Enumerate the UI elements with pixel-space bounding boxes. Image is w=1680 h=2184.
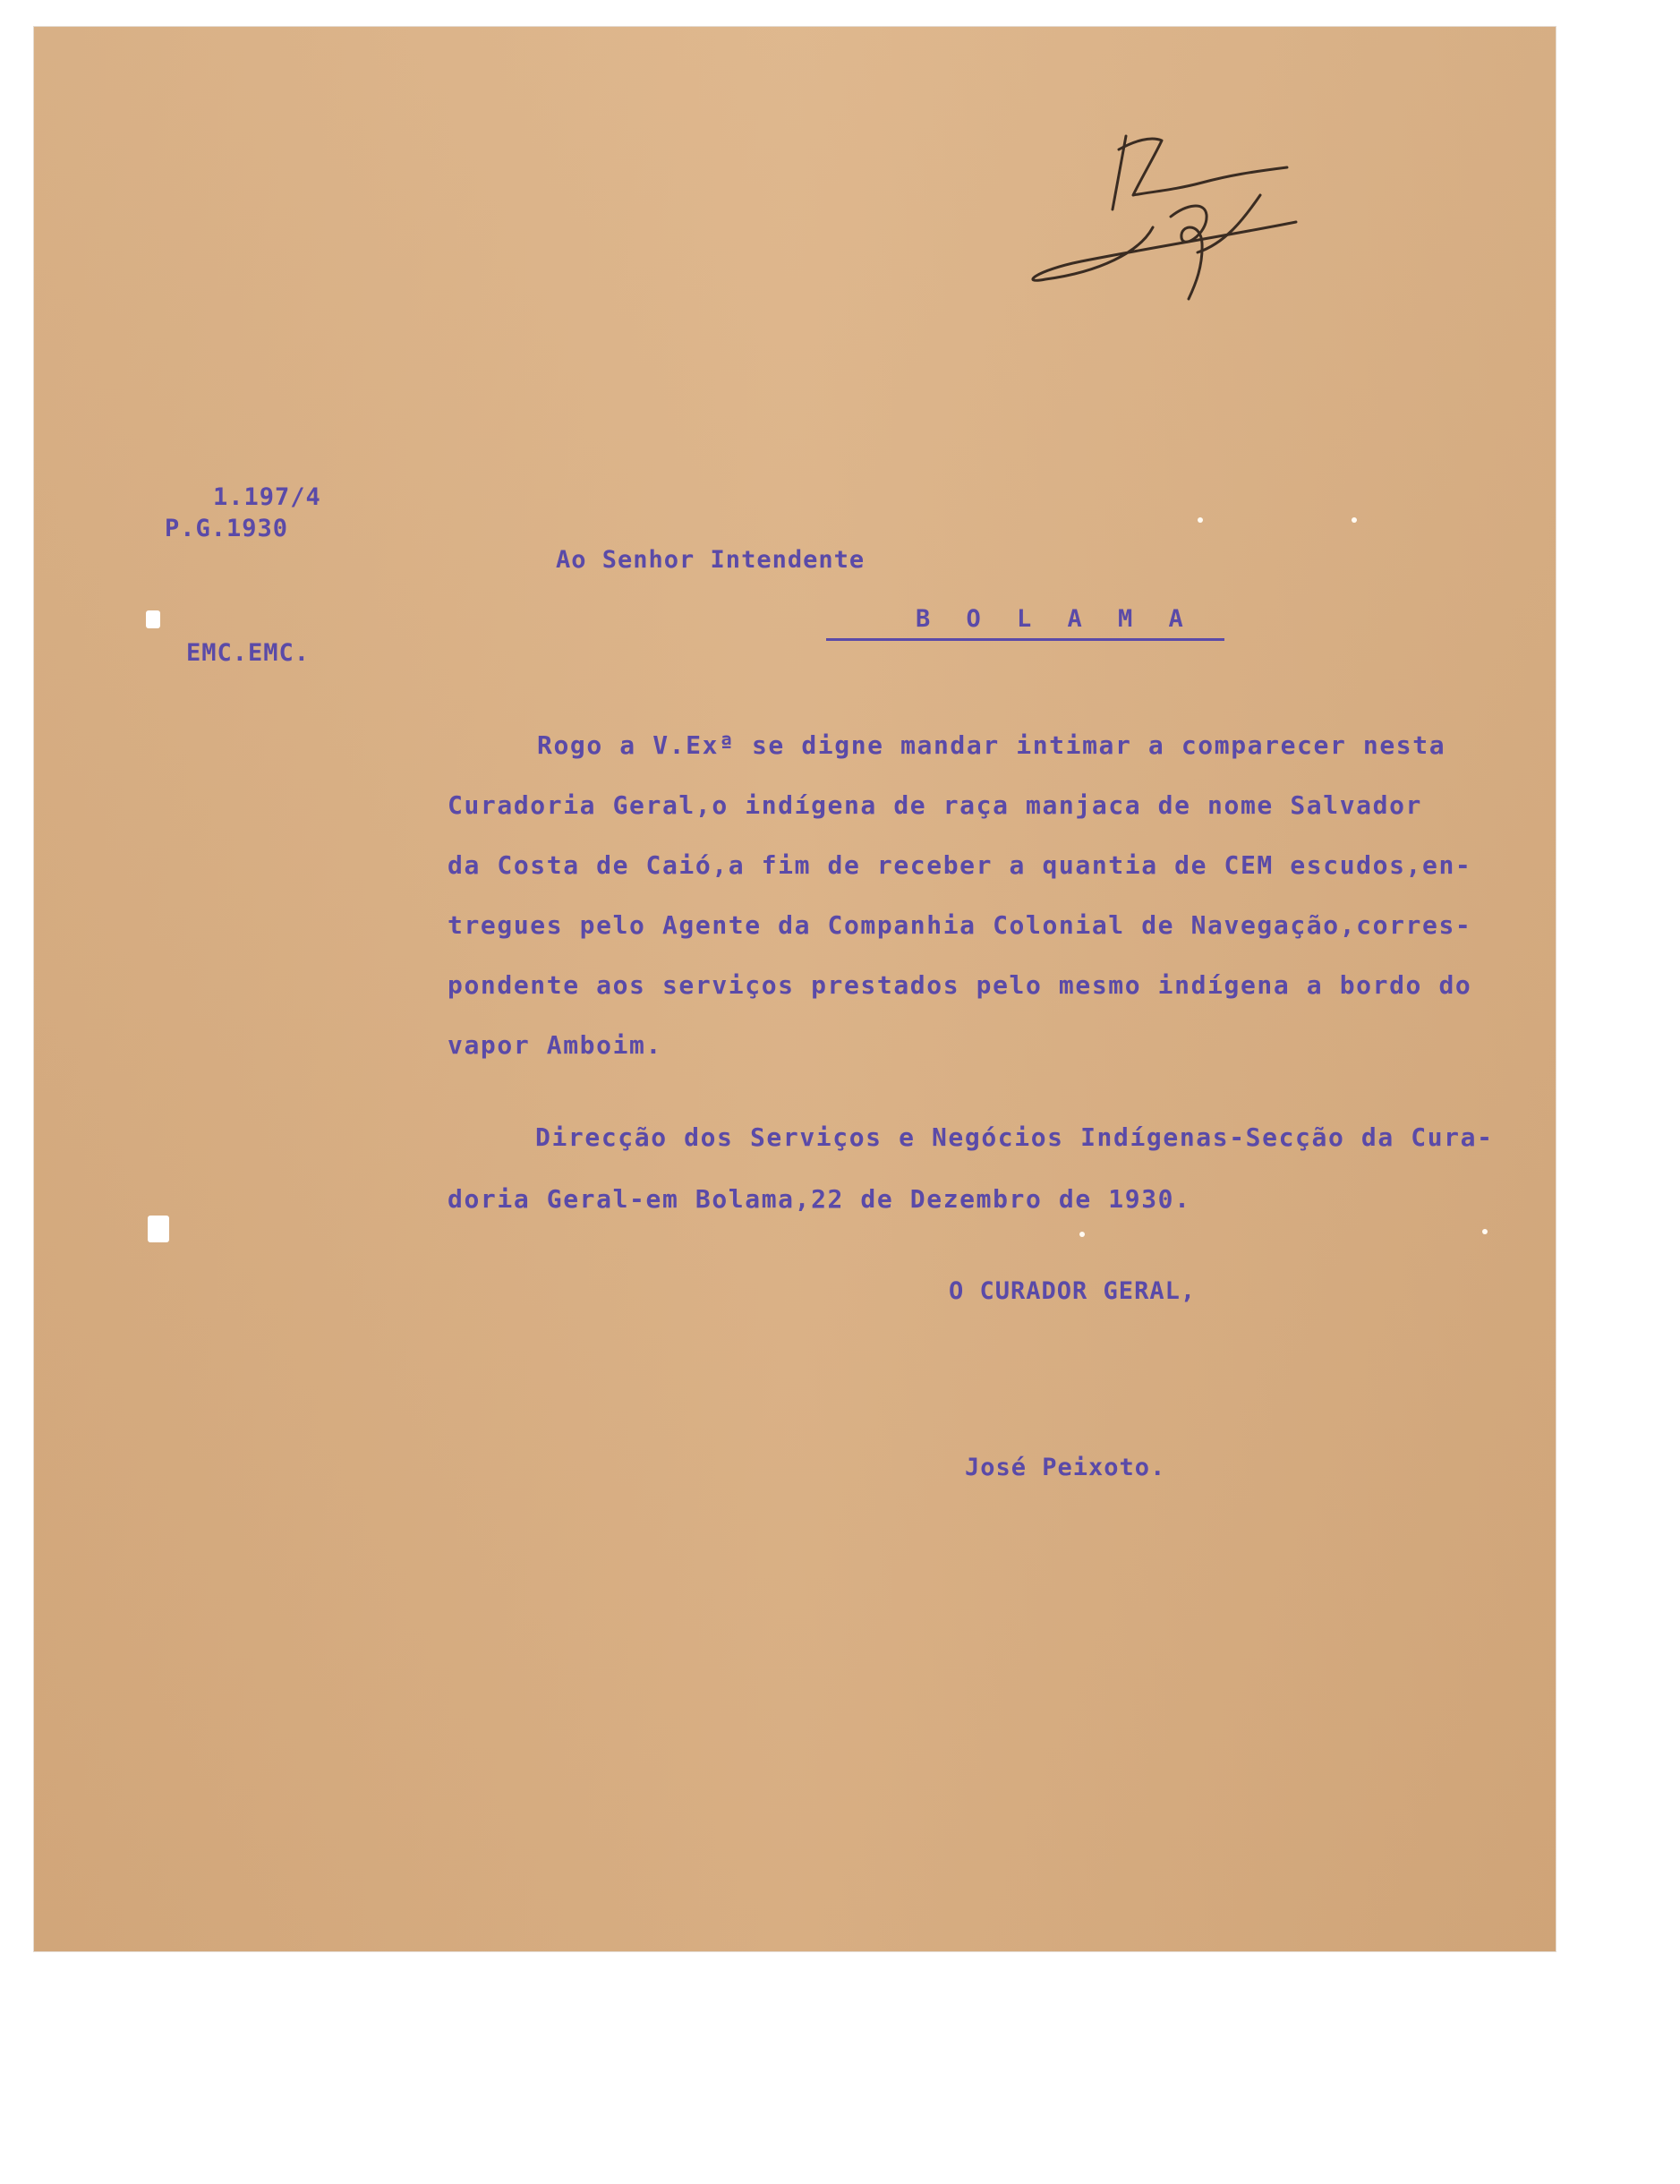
body-line: pondente aos serviços prestados pelo mesmo indígena a bordo do (448, 970, 1472, 1000)
reference-number: 1.197/4 (213, 483, 321, 511)
closing-line: doria Geral-em Bolama,22 de Dezembro de 1930. (448, 1184, 1191, 1214)
addressee-line: Ao Senhor Intendente (556, 546, 866, 574)
paper-speck (1198, 517, 1203, 523)
body-line: vapor Amboim. (448, 1030, 662, 1060)
signatory-title: O CURADOR GERAL, (949, 1277, 1197, 1305)
body-line: Curadoria Geral,o indígena de raça manjaca de nome Salvador (448, 790, 1422, 820)
paper-speck (1352, 517, 1357, 523)
signatory-name: José Peixoto. (965, 1454, 1166, 1481)
closing-line: Direcção dos Serviços e Negócios Indígenas-Secção da Cura- (535, 1122, 1494, 1152)
body-line: Rogo a V.Exª se digne mandar intimar a comparecer nesta (537, 730, 1446, 760)
reference-code: P.G.1930 (165, 515, 289, 542)
punch-hole (148, 1216, 169, 1242)
body-line: da Costa de Caió,a fim de receber a quantia de CEM escudos,en- (448, 850, 1472, 880)
handwritten-initials (1019, 109, 1314, 315)
reference-initials: EMC.EMC. (186, 639, 311, 667)
paper-sheet (34, 27, 1556, 1951)
body-line: tregues pelo Agente da Companhia Colonial de Navegação,corres- (448, 910, 1472, 940)
paper-speck (1482, 1229, 1488, 1234)
punch-hole (146, 610, 160, 628)
paper-speck (1079, 1232, 1085, 1237)
addressee-city: B O L A M A (826, 607, 1224, 641)
